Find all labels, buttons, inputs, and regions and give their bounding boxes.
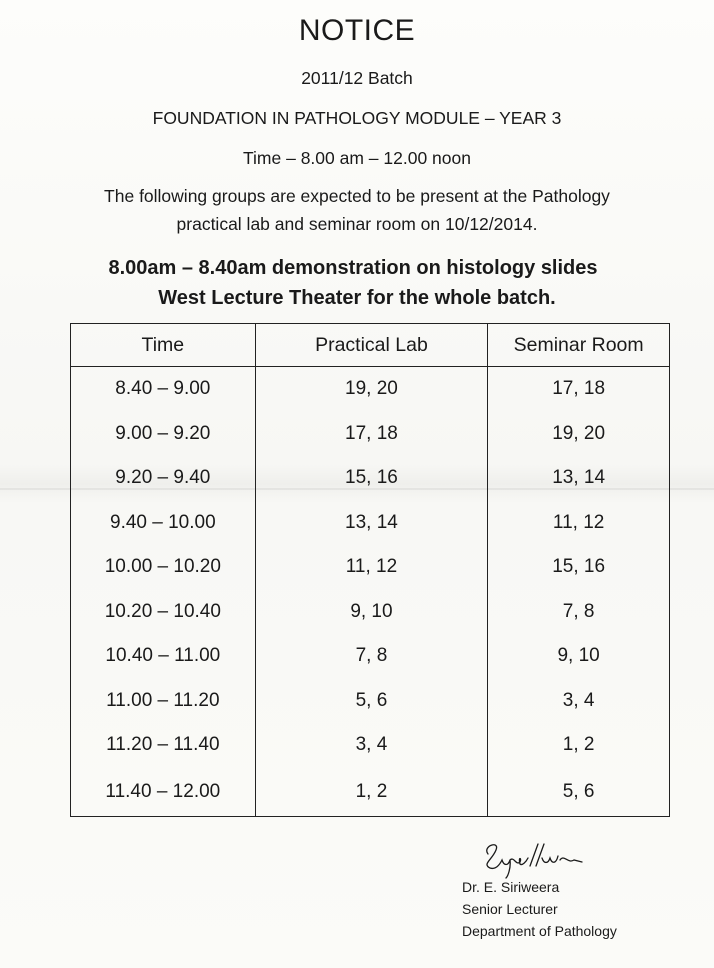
seminar-room-cell: 3, 4 [488,679,670,724]
table-row [71,367,670,412]
table-row [71,501,670,546]
header-practical-lab: Practical Lab [255,324,488,367]
practical-lab-cell: 3, 4 [255,723,488,768]
time-cell: 11.00 – 11.20 [71,679,256,724]
practical-lab-cell: 9, 10 [255,590,488,635]
seminar-room-cell: 5, 6 [488,768,670,817]
time-cell: 11.20 – 11.40 [71,723,256,768]
seminar-room-cell: 13, 14 [488,456,670,501]
signatory-position: Senior Lecturer [462,901,558,917]
signatory-block [462,876,617,942]
seminar-room-cell: 19, 20 [488,412,670,457]
time-cell: 10.40 – 11.00 [71,634,256,679]
seminar-room-cell: 17, 18 [488,367,670,412]
table-header-row [71,324,670,367]
batch-label: 2011/12 Batch [301,68,413,88]
seminar-room-cell: 15, 16 [488,545,670,590]
signatory-name: Dr. E. Siriweera [462,879,560,895]
practical-lab-cell: 11, 12 [255,545,488,590]
time-cell: 10.20 – 10.40 [71,590,256,635]
time-label: Time – 8.00 am – 12.00 noon [243,148,471,168]
intro-line-2: practical lab and seminar room on 10/12/2014. [176,214,538,234]
table-row [71,634,670,679]
seminar-room-cell: 11, 12 [488,501,670,546]
practical-lab-cell: 19, 20 [255,367,488,412]
time-cell: 11.40 – 12.00 [71,768,256,817]
signatory-department: Department of Pathology [462,923,617,939]
table-row [71,768,670,817]
intro-line-1: The following groups are expected to be present at the Pathology [104,186,610,206]
table-row [71,723,670,768]
practical-lab-cell: 5, 6 [255,679,488,724]
time-cell: 10.00 – 10.20 [71,545,256,590]
practical-lab-cell: 1, 2 [255,768,488,817]
table-row [71,679,670,724]
notice-title: NOTICE [298,14,416,47]
table-row [71,412,670,457]
module-label: FOUNDATION IN PATHOLOGY MODULE – YEAR 3 [152,108,562,128]
practical-lab-cell: 13, 14 [255,501,488,546]
handwritten-signature [478,836,588,880]
schedule-table [70,323,670,817]
seminar-room-cell: 7, 8 [488,590,670,635]
practical-lab-cell: 15, 16 [255,456,488,501]
time-cell: 8.40 – 9.00 [71,367,256,412]
practical-lab-cell: 17, 18 [255,412,488,457]
table-row [71,456,670,501]
time-cell: 9.00 – 9.20 [71,412,256,457]
seminar-room-cell: 9, 10 [488,634,670,679]
table-row [71,590,670,635]
table-row [71,545,670,590]
seminar-room-cell: 1, 2 [488,723,670,768]
demo-line-2: West Lecture Theater for the whole batch. [158,287,556,309]
header-seminar-room: Seminar Room [488,324,670,367]
practical-lab-cell: 7, 8 [255,634,488,679]
time-cell: 9.40 – 10.00 [71,501,256,546]
header-time: Time [71,324,256,367]
time-cell: 9.20 – 9.40 [71,456,256,501]
demo-line-1: 8.00am – 8.40am demonstration on histology slides [108,257,598,279]
